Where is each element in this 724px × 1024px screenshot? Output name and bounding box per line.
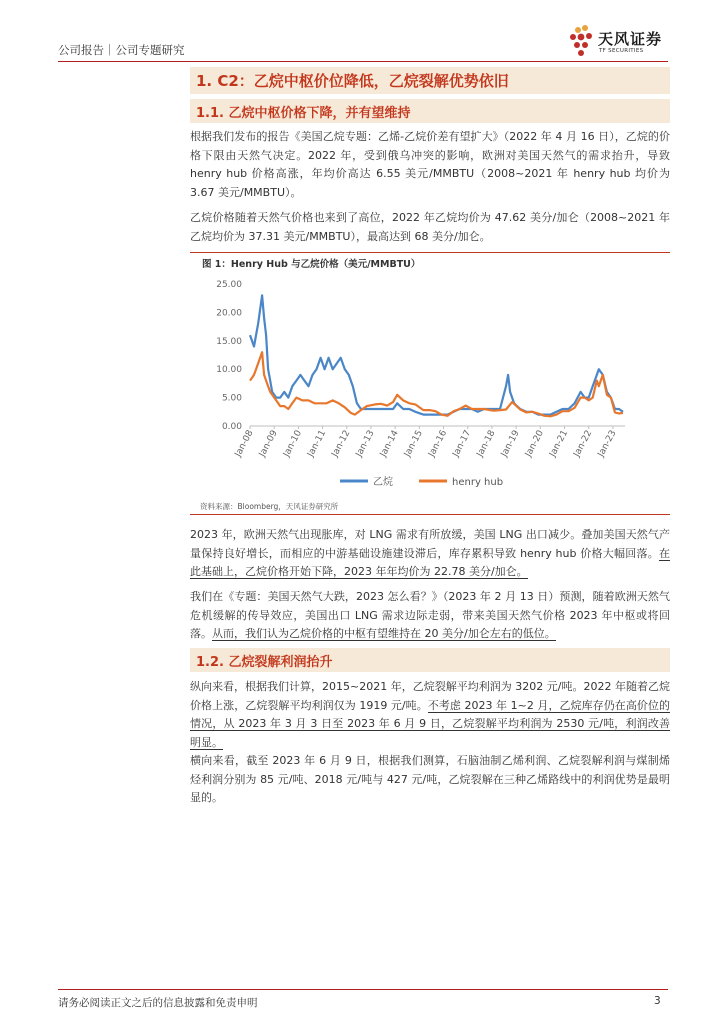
x-tick-label: Jan-14 — [378, 428, 401, 459]
legend-label: henry hub — [452, 477, 504, 488]
x-tick-label: Jan-21 — [547, 428, 571, 459]
paragraph-3-text: 2023 年，欧洲天然气出现胀库，对 LNG 需求有所放缓，美国 LNG 出口减少。叠加美国天然气产量保持良好增长，而相应的中游基础设施建设滞后，库存累积导致 henry hub 价格大幅回落。 — [190, 528, 670, 560]
page-number: 3 — [654, 995, 661, 1007]
x-tick-label: Jan-13 — [354, 428, 377, 459]
logo-name-en: TF SECURITIES — [599, 48, 644, 54]
paragraph-2: 乙烷价格随着天然气价格也来到了高位，2022 年乙烷均价为 47.62 美分/加仑（2008~2021 年乙烷均价为 37.31 美元/MMBTU），最高达到 68 美分/加仑。 — [190, 211, 670, 243]
series-line-ethane — [250, 295, 623, 414]
x-tick-label: Jan-11 — [305, 428, 329, 459]
x-tick-label: Jan-19 — [499, 428, 522, 459]
figure-1-source: 资料来源：Bloomberg，天风证券研究所 — [200, 502, 339, 511]
x-tick-label: Jan-23 — [596, 428, 619, 459]
x-tick-label: Jan-12 — [330, 428, 353, 459]
logo-dot — [582, 42, 588, 48]
x-tick-label: Jan-16 — [426, 428, 450, 459]
x-tick-label: Jan-22 — [572, 428, 595, 459]
header-label: 公司报告｜公司专题研究 — [58, 43, 185, 57]
y-tick-label: 0.00 — [221, 422, 242, 432]
paragraph-5-text: 纵向来看，根据我们计算，2015~2021 年，乙烷裂解平均利润为 3202 元/吨。2022 年随着乙烷价格上涨，乙烷裂解平均利润仅为 1919 元/吨。 — [190, 680, 670, 712]
paragraph-6: 横向来看，截至 2023 年 6 月 9 日，根据我们测算，石脑油制乙烯利润、乙烷裂解利润与煤制烯烃利润分别为 85 元/吨、2018 元/吨与 427 元/吨，乙烷裂解在三种乙烯路线中的利润优势是最明显的。 — [190, 754, 670, 804]
logo-dot — [578, 50, 584, 56]
logo-dot — [574, 42, 580, 48]
paragraph-4 — [190, 588, 670, 644]
x-tick-label: Jan-20 — [523, 428, 546, 459]
henry-hub-ethane-chart — [190, 270, 670, 500]
logo-dot — [570, 34, 576, 40]
logo-dot — [582, 25, 588, 31]
x-tick-label: Jan-18 — [475, 428, 498, 459]
section-1-heading: 1. C2：乙烷中枢价位降低，乙烷裂解优势依旧 — [190, 67, 670, 94]
logo-name-cn: 天风证券 — [598, 30, 663, 48]
y-tick-label: 10.00 — [216, 365, 242, 376]
figure-1-bottom-rule — [190, 514, 670, 515]
logo-dot — [575, 27, 581, 33]
legend-label: 乙烷 — [373, 477, 393, 488]
paragraph-4-text: 我们在《专题：美国天然气大跌，2023 怎么看？》（2023 年 2 月 13 日）预测，随着欧洲天然气危机缓解的传导效应，美国出口 LNG 需求边际走弱，带来美国天然气价格 2023 年中枢或将回落。 — [190, 590, 670, 640]
logo-dot — [578, 34, 585, 41]
logo-dot — [586, 33, 592, 39]
y-tick-label: 20.00 — [216, 308, 242, 319]
paragraph-3-underlined: 在此基础上，乙烷价格开始下降，2023 年年均价为 22.78 美分/加仑。 — [190, 546, 670, 578]
x-tick-label: Jan-15 — [402, 428, 426, 459]
section-1-1-heading: 1.1. 乙烷中枢价格下降，并有望维持 — [190, 99, 670, 123]
section-1-2-heading: 1.2. 乙烷裂解利润抬升 — [190, 648, 670, 672]
y-tick-label: 15.00 — [216, 336, 242, 347]
paragraph-5 — [190, 678, 670, 752]
paragraph-4-underlined: 从而，我们认为乙烷价格的中枢有望维持在 20 美分/加仑左右的低位。 — [212, 627, 556, 640]
x-tick-label: Jan-10 — [281, 428, 305, 459]
figure-1-title: 图 1：Henry Hub 与乙烷价格（美元/MMBTU） — [190, 252, 670, 270]
footer-rule — [58, 989, 668, 990]
x-tick-label: Jan-09 — [257, 428, 280, 459]
x-tick-label: Jan-17 — [451, 428, 474, 459]
x-tick-label: Jan-08 — [233, 428, 256, 459]
paragraph-1: 根据我们发布的报告《美国乙烷专题：乙烯-乙烷价差有望扩大》（2022 年 4 月 16 日），乙烷的价格下限由天然气决定。2022 年，受到俄乌冲突的影响，欧洲对美国天然气的需求抬升，导致 henry hub 价格高涨，年均价高达 6.55 美元/MMBTU（2008~2021 年 henry hub 均价为 3.67 美元/MMBTU）。 — [190, 130, 670, 199]
paragraph-3 — [190, 526, 670, 582]
y-tick-label: 25.00 — [216, 280, 242, 290]
header-rule — [58, 61, 668, 62]
y-tick-label: 5.00 — [221, 393, 242, 404]
paragraph-5-underlined: 不考虑 2023 年 1~2 月，乙烷库存仍在高价位的情况，从 2023 年 3 月 3 日至 2023 年 6 月 9 日，乙烷裂解平均利润为 2530 元/吨，利润改善明显。 — [190, 698, 670, 749]
footer-disclaimer: 请务必阅读正文之后的信息披露和免责申明 — [58, 997, 258, 1009]
